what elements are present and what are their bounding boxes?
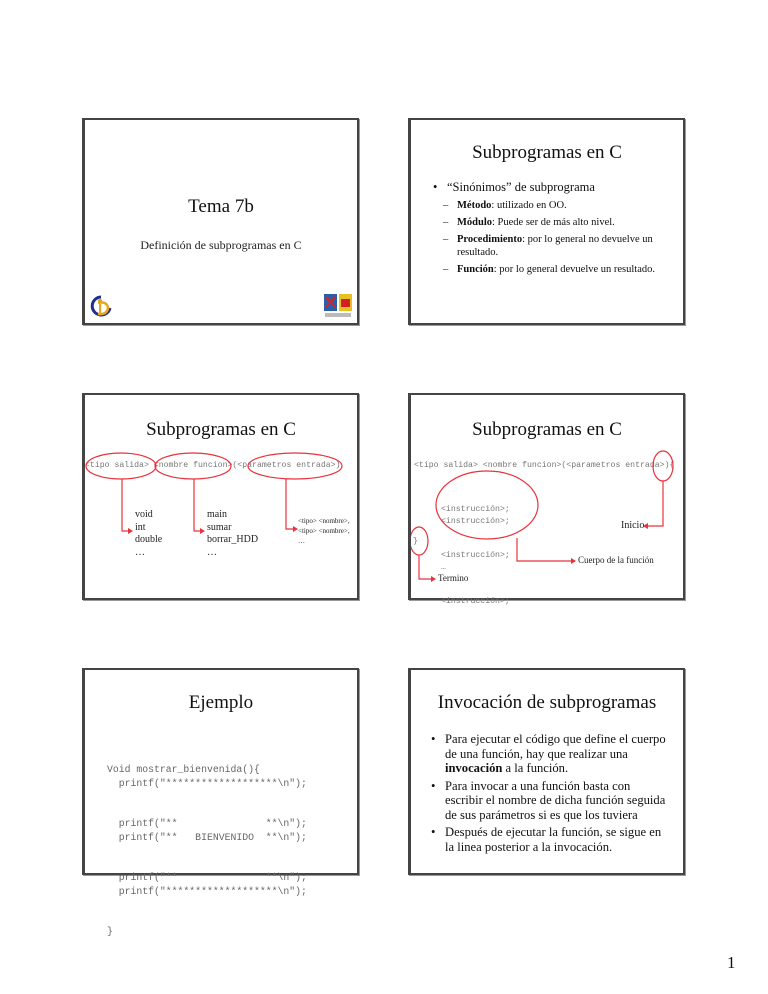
slide-title: Invocación de subprogramas [437,692,657,713]
slide-title: Subprogramas en C [472,142,622,163]
annotation-arrows-icon [411,395,688,602]
slide-4-function-body [408,393,685,606]
page-number: 1 [727,953,736,972]
institution-logo-icon [89,295,113,317]
parameter-options: <tipo> <nombre>, <tipo> <nombre>, … [298,517,350,545]
function-body-code: <instrucción>; <instrucción>; <instrucción>; … <instrucción>; [441,505,510,606]
annotation-ellipses-icon [85,395,362,602]
bullet-item: • “Sinónimos” de subprograma [433,180,673,195]
end-label: Termino [438,573,469,583]
function-signature: <tipo salida> <nombre funcion>(<parametros entrada>){ [414,461,675,470]
slide-title: Subprogramas en C [472,419,622,440]
slide-3-signature [82,393,359,600]
body-label: Cuerpo de la función [578,555,654,565]
slide-6-invocation [408,668,685,875]
start-label: Inicio [621,520,645,531]
slide-5-example [82,668,359,937]
slide-2-synonyms [408,118,685,325]
slide-title: Tema 7b [188,196,254,217]
bullet-item: • Después de ejecutar la función, se sigue en la linea posterior a la invocación. [431,825,667,854]
function-name-options: main sumar borrar_HDD … [207,509,259,558]
sub-bullet-item: – Método: utilizado en OO. [443,200,567,211]
sub-bullet-item: – Módulo: Puede ser de más alto nivel. [443,217,615,228]
bullet-item: • Para ejecutar el código que define el cuerpo de una función, hay que realizar una invocación a la función. [431,732,667,776]
bullet-list [431,732,667,857]
return-type-options: void int double … [135,509,163,558]
university-crest-icon [323,293,353,319]
sub-bullet-item: – Procedimiento: por lo general no devuelve un resultado. [443,234,653,258]
bullet-item: • Para invocar a una función basta con escribir el nombre de dicha función seguida de sus parámetros si es que los tuviera [431,779,667,823]
slide-1-title [82,118,359,325]
function-signature: <tipo salida> <nombre funcion>(<parametros entrada>) [85,461,341,470]
slide-title: Subprogramas en C [146,419,296,440]
slide-title: Ejemplo [188,692,254,713]
bullet-list [433,180,673,276]
closing-brace: } [413,537,418,546]
slide-subtitle: Definición de subprogramas en C [140,238,302,252]
example-code-block: Void mostrar_bienvenida(){ printf("*******************\n"); printf("** **\n"); printf("** BIENVENIDO **\n"); printf("** **\n"); printf("*******************\n"); } [107,764,307,937]
sub-bullet-item: – Función: por lo general devuelve un resultado. [443,264,656,275]
